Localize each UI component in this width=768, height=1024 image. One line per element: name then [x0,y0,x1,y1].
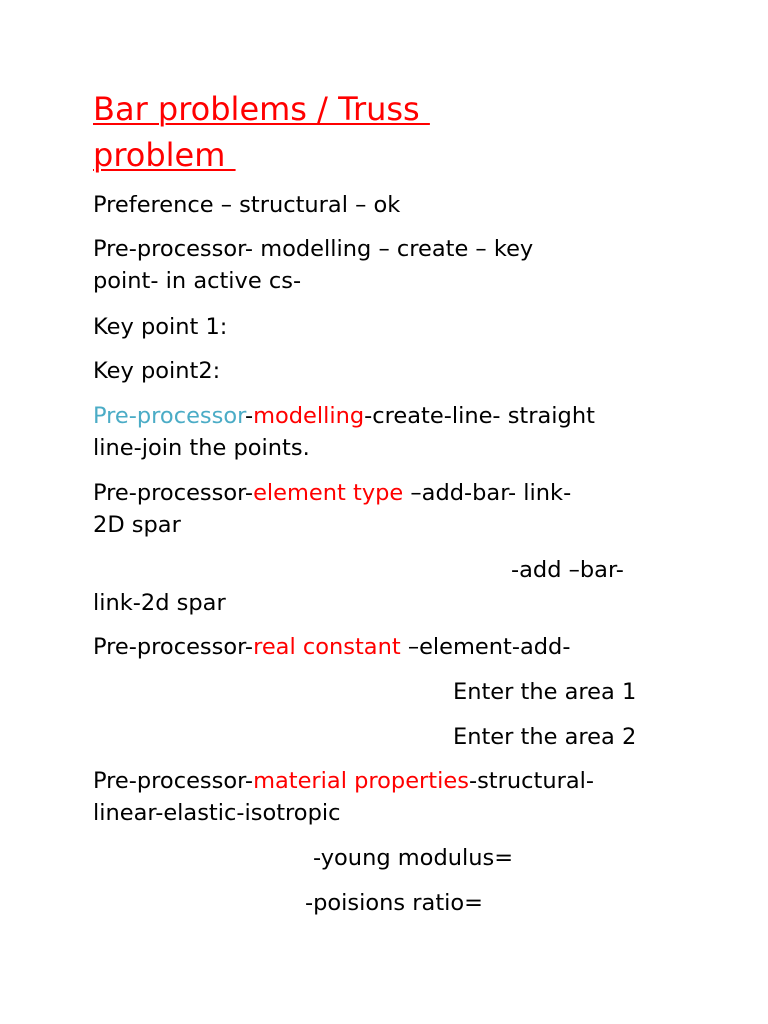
step-create-line-rest: -create-line- straight [364,403,595,429]
step-poisson-ratio: -poisions ratio= [305,890,484,916]
step-element-type-highlight: element type [253,480,404,506]
step-create-line-dash: - [244,403,254,429]
page-title [93,86,713,178]
step-material-properties-line-2: linear-elastic-isotropic [93,800,341,826]
step-material-properties-rest: -structural- [468,768,594,794]
step-keypoint-line-2: point- in active cs- [93,268,302,294]
step-real-constant-highlight: real constant [253,634,401,660]
step-element-type-line-2: 2D spar [93,512,181,538]
step-create-line-line-2: line-join the points. [93,435,310,461]
step-enter-area-1: Enter the area 1 [453,679,637,705]
step-enter-area-2: Enter the area 2 [453,724,637,750]
step-material-properties-prefix: Pre-processor- [93,768,254,794]
step-key-point-2: Key point2: [93,358,221,384]
title-line-1: Bar problems / Truss [93,90,430,128]
step-keypoint-line-1: Pre-processor- modelling – create – key [93,236,534,262]
step-create-line-modelling: modelling [253,403,365,429]
step-young-modulus: -young modulus= [313,845,514,871]
step-create-line [93,400,595,432]
step-material-properties [93,765,594,797]
step-element-type [93,477,571,509]
step-real-constant-prefix: Pre-processor- [93,634,254,660]
step-add-bar-line-2: link-2d spar [93,590,226,616]
step-key-point-1: Key point 1: [93,314,228,340]
step-element-type-rest: –add-bar- link- [403,480,572,506]
step-material-properties-highlight: material properties [253,768,469,794]
step-add-bar-line-1: -add –bar- [511,557,624,583]
step-create-line-preprocessor: Pre-processor [93,403,245,429]
title-line-2: problem [93,136,236,174]
step-preference: Preference – structural – ok [93,192,401,218]
step-real-constant [93,631,570,663]
step-real-constant-rest: –element-add- [400,634,571,660]
step-element-type-prefix: Pre-processor- [93,480,254,506]
